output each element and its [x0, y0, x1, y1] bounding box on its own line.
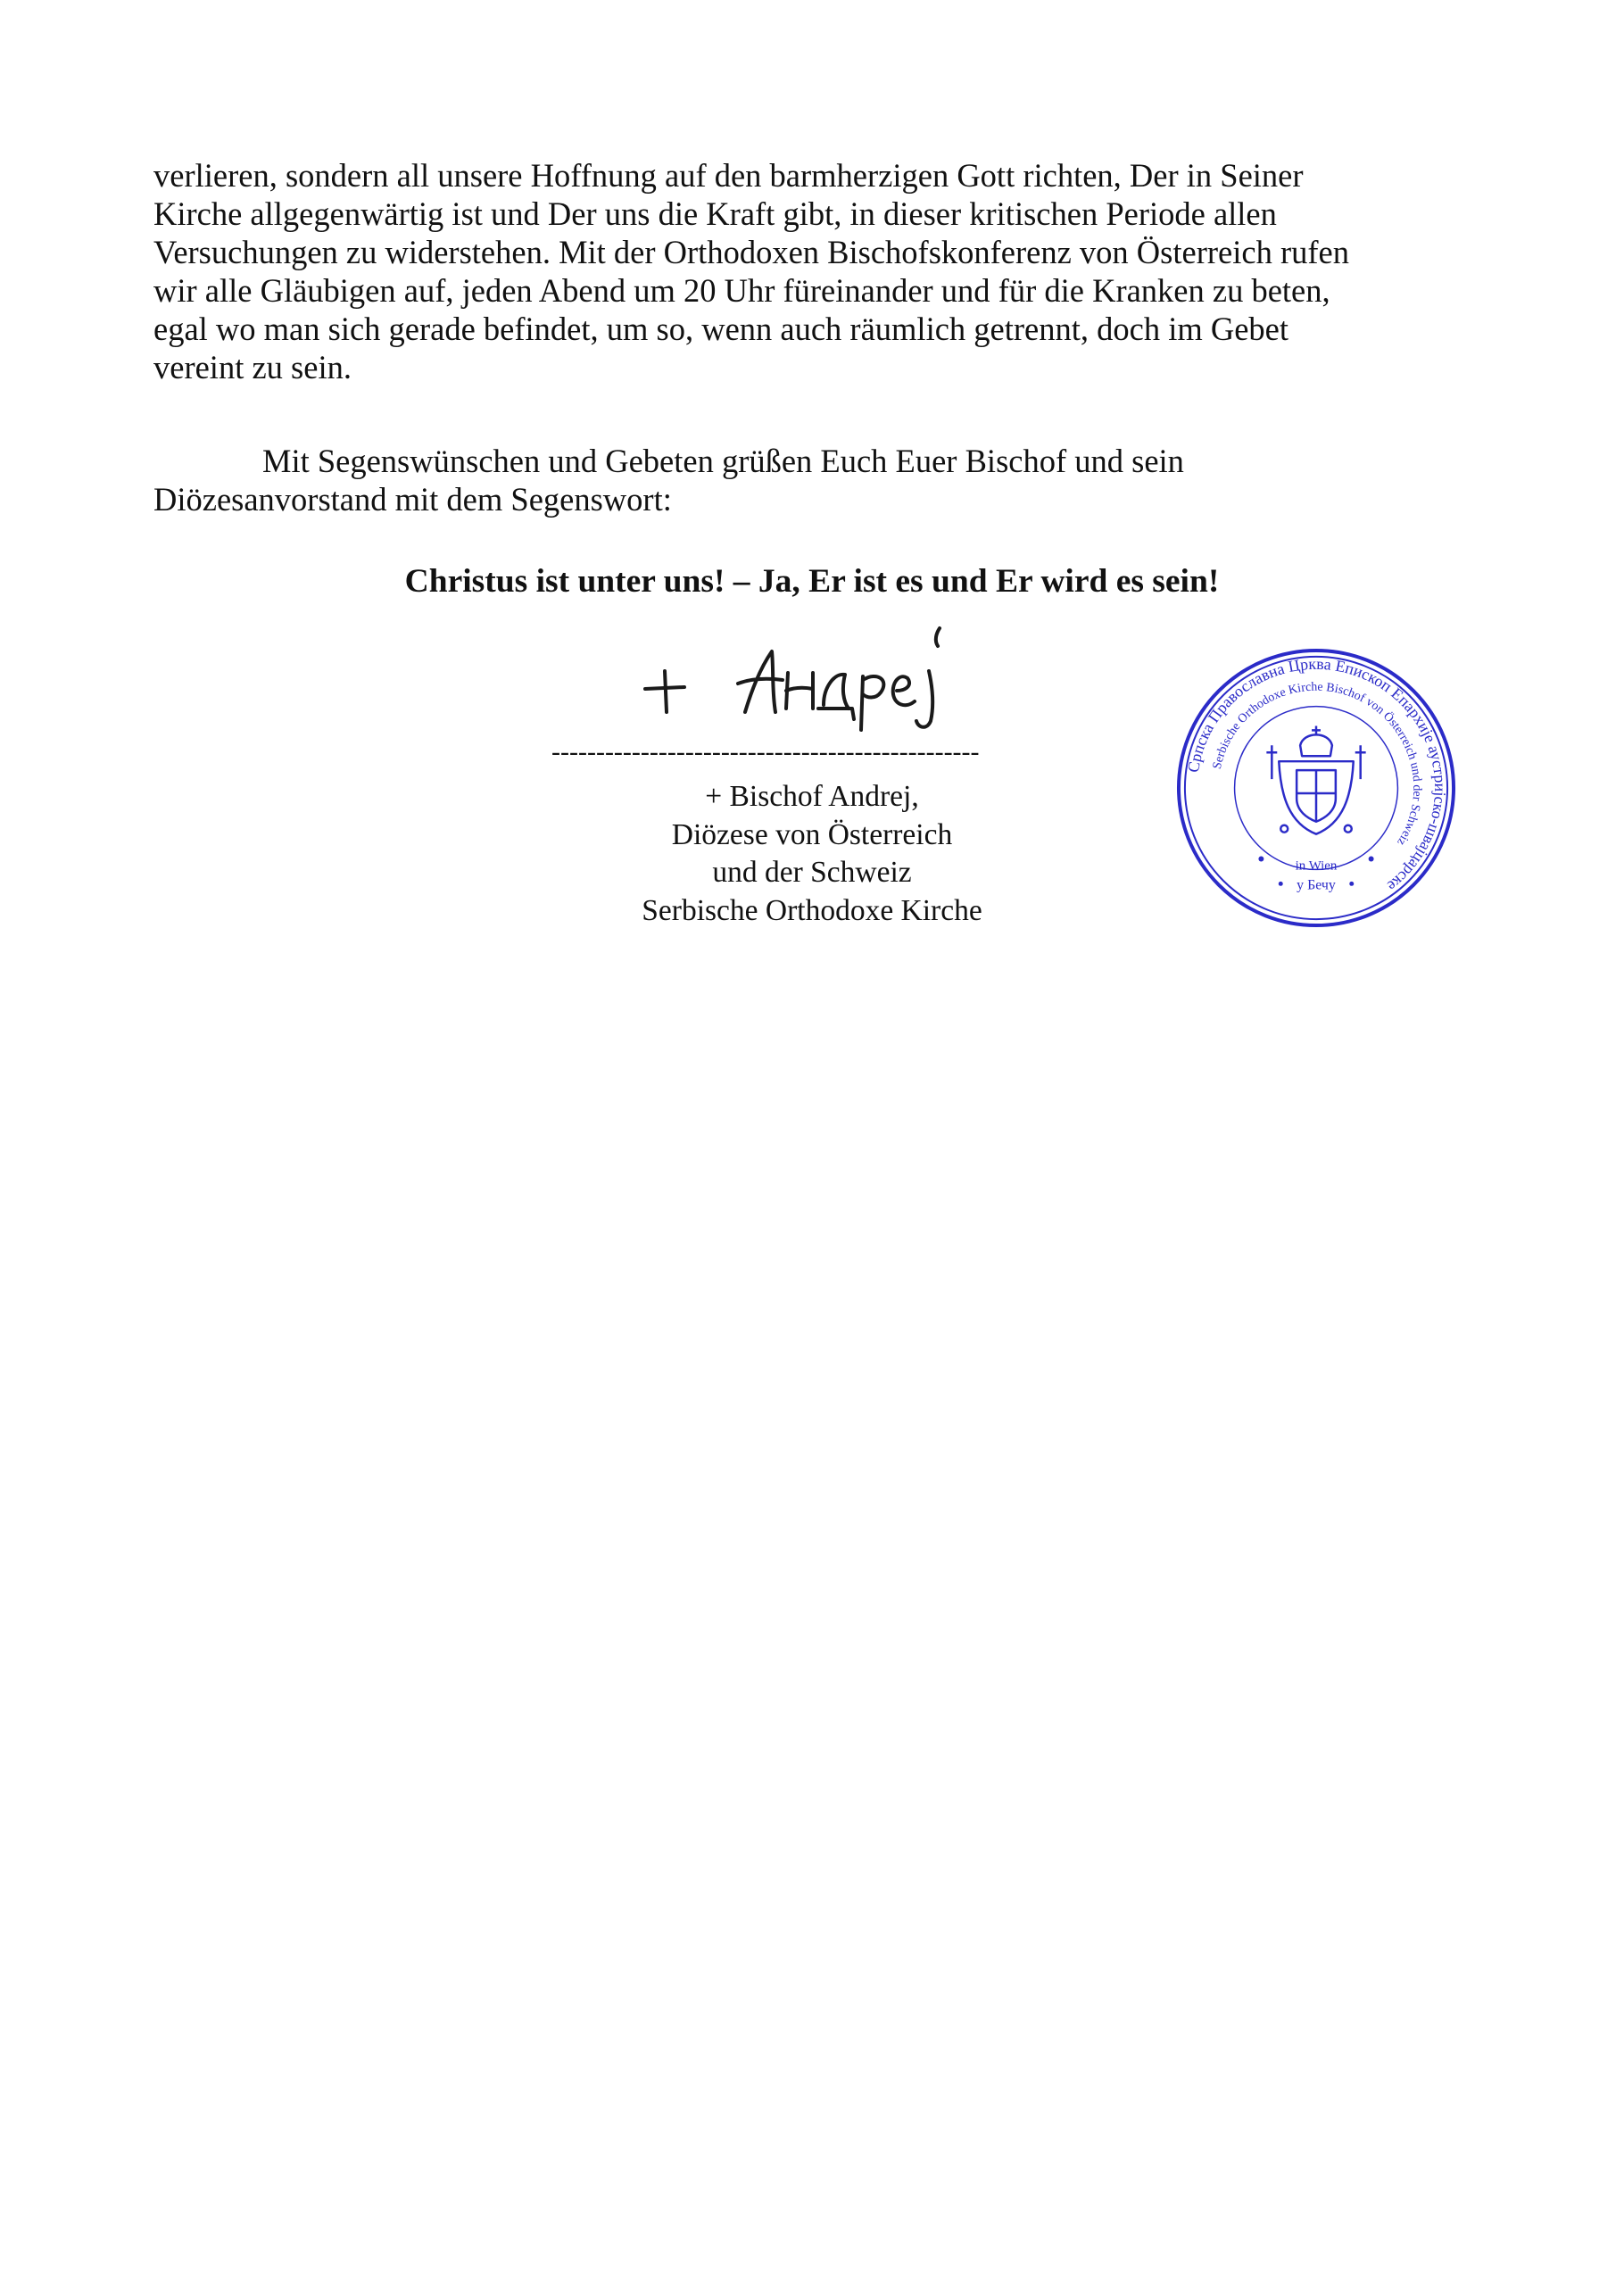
coat-of-arms-icon	[1266, 725, 1365, 833]
episcopal-seal-stamp	[1174, 646, 1458, 930]
body-paragraph	[153, 156, 1474, 386]
seal-outer-text: Српска Православна Црква Епископ Епархије аустријско-швајцарске	[1183, 654, 1450, 896]
church-name: Serbische Orthodoxe Kirche	[642, 893, 982, 927]
paragraph-line: egal wo man sich gerade befindet, um so, wenn auch räumlich getrennt, doch im Gebet	[153, 311, 1289, 347]
paragraph-line: vereint zu sein.	[153, 349, 352, 385]
closing-paragraph	[153, 442, 1474, 518]
handwritten-signature	[638, 616, 959, 741]
seal-city-cyrillic: у Бечу	[1297, 877, 1336, 893]
signature-line: ------------------------------------------------	[551, 739, 980, 766]
signature-block	[535, 778, 1089, 930]
paragraph-line: wir alle Gläubigen auf, jeden Abend um 20 Uhr füreinander und für die Kranken zu beten,	[153, 272, 1330, 309]
diocese-line: und der Schweiz	[712, 856, 912, 889]
paragraph-line: Diözesanvorstand mit dem Segenswort:	[153, 481, 672, 518]
paragraph-line: Kirche allgegenwärtig ist und Der uns die Kraft gibt, in dieser kritischen Periode allen	[153, 195, 1277, 232]
seal-city-latin: in Wien	[1295, 858, 1338, 874]
seal-inner-text: Serbische Orthodoxe Kirche Bischof von Österreich und der Schweiz	[1210, 680, 1424, 849]
paragraph-line: Mit Segenswünschen und Gebeten grüßen Euch Euer Bischof und sein	[262, 443, 1184, 479]
paragraph-line: verlieren, sondern all unsere Hoffnung auf den barmherzigen Gott richten, Der in Seiner	[153, 157, 1304, 194]
blessing-motto: Christus ist unter uns! – Ja, Er ist es und Er wird es sein!	[404, 563, 1220, 600]
signatory-name: + Bischof Andrej,	[705, 780, 919, 813]
paragraph-line: Versuchungen zu widerstehen. Mit der Orthodoxen Bischofskonferenz von Österreich rufen	[153, 234, 1349, 270]
diocese-line: Diözese von Österreich	[671, 817, 953, 851]
